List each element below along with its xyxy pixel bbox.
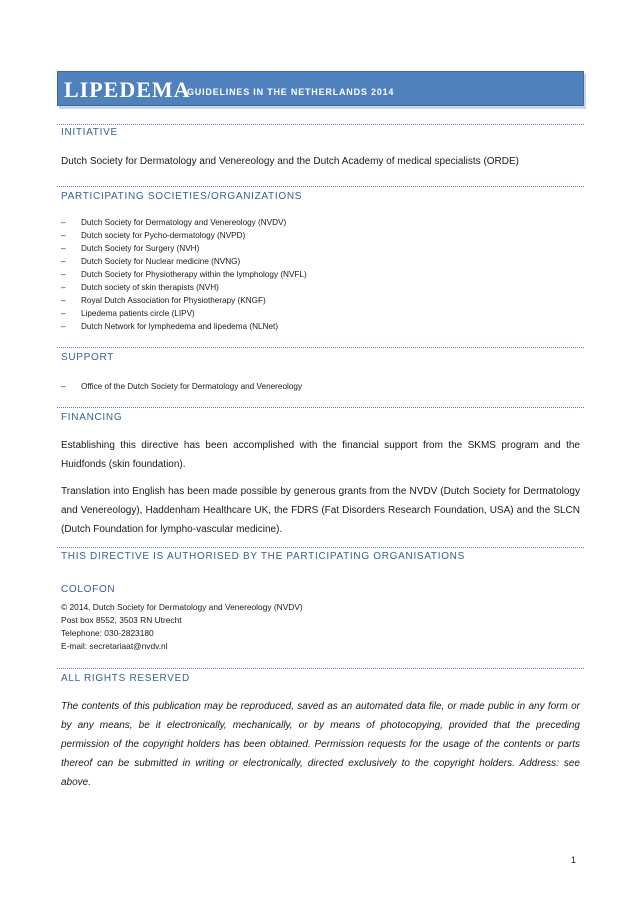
list-dash: – (61, 257, 66, 266)
list-item-text: Dutch Society for Dermatology and Venereology (NVDV) (81, 218, 287, 227)
list-item (61, 229, 307, 242)
section-divider (57, 407, 584, 408)
list-dash: – (61, 382, 66, 391)
list-item-text: Dutch Network for lymphedema and lipedema (NLNet) (81, 322, 279, 331)
list-dash: – (61, 244, 66, 253)
document-subtitle: GUIDELINES IN THE NETHERLANDS 2014 (187, 87, 395, 97)
list-dash: – (61, 309, 66, 318)
list-item-text: Office of the Dutch Society for Dermatology and Venereology (81, 382, 303, 391)
list-item-text: Dutch Society for Physiotherapy within the lymphology (NVFL) (81, 270, 307, 279)
list-item (61, 281, 307, 294)
list-dash: – (61, 322, 66, 331)
colofon-telephone: Telephone: 030-2823180 (61, 628, 154, 638)
list-dash: – (61, 283, 66, 292)
list-item-text: Dutch society of skin therapists (NVH) (81, 283, 219, 292)
list-item-text: Lipedema patients circle (LIPV) (81, 309, 195, 318)
colofon-copyright: © 2014, Dutch Society for Dermatology and Venereology (NVDV) (61, 602, 303, 612)
document-title-banner (57, 71, 584, 106)
section-divider (57, 124, 584, 125)
list-dash: – (61, 218, 66, 227)
section-divider (57, 547, 584, 548)
colofon-email: E-mail: secretariaat@nvdv.nl (61, 641, 168, 651)
list-item-text: Dutch society for Pycho-dermatology (NVPD) (81, 231, 246, 240)
list-item (61, 294, 307, 307)
list-item-text: Dutch Society for Nuclear medicine (NVNG) (81, 257, 241, 266)
participating-list (61, 216, 307, 333)
colofon-address: Post box 8552, 3503 RN Utrecht (61, 615, 182, 625)
support-list (61, 380, 302, 393)
page-number: 1 (571, 855, 577, 865)
list-item (61, 255, 307, 268)
list-item-text: Royal Dutch Association for Physiotherapy (KNGF) (81, 296, 266, 305)
heading-authorised: THIS DIRECTIVE IS AUTHORISED BY THE PARTICIPATING ORGANISATIONS (61, 551, 465, 562)
list-item (61, 380, 302, 393)
rights-text: The contents of this publication may be reproduced, saved as an automated data file, or made public in any form or by any means, be it electronically, mechanically, or by means of photocopying, provided that the preceding permission of the copyright holders has been obtained. Permission requests for the usage of the contents or parts thereof can be submitted in writing or electronically, directed exclusively to the copyright holders. Address: see above. (61, 701, 580, 788)
heading-participating: PARTICIPATING SOCIETIES/ORGANIZATIONS (61, 191, 303, 202)
list-dash: – (61, 270, 66, 279)
heading-rights: ALL RIGHTS RESERVED (61, 673, 190, 684)
heading-financing: FINANCING (61, 412, 123, 423)
heading-initiative: INITIATIVE (61, 127, 118, 138)
list-item (61, 307, 307, 320)
section-divider (57, 668, 584, 669)
colofon-block (61, 601, 303, 653)
list-dash: – (61, 231, 66, 240)
list-item (61, 242, 307, 255)
heading-colofon: COLOFON (61, 584, 116, 595)
financing-paragraph-2: Translation into English has been made possible by generous grants from the NVDV (Dutch Society for Dermatology and Venereology), Haddenham Healthcare UK, the FDRS (Fat Disorders Research Foundation, USA) and the SLCN (Dutch Foundation for lympho-vascular medicine). (61, 486, 580, 535)
financing-paragraph-1: Establishing this directive has been accomplished with the financial support from the SKMS program and the Huidfonds (skin foundation). (61, 440, 580, 470)
list-dash: – (61, 296, 66, 305)
heading-support: SUPPORT (61, 352, 115, 363)
section-divider (57, 186, 584, 187)
list-item (61, 268, 307, 281)
list-item (61, 320, 307, 333)
initiative-text: Dutch Society for Dermatology and Venereology and the Dutch Academy of medical specialists (ORDE) (61, 156, 519, 167)
document-title: LIPEDEMA (64, 77, 191, 102)
section-divider (57, 347, 584, 348)
list-item (61, 216, 307, 229)
list-item-text: Dutch Society for Surgery (NVH) (81, 244, 200, 253)
